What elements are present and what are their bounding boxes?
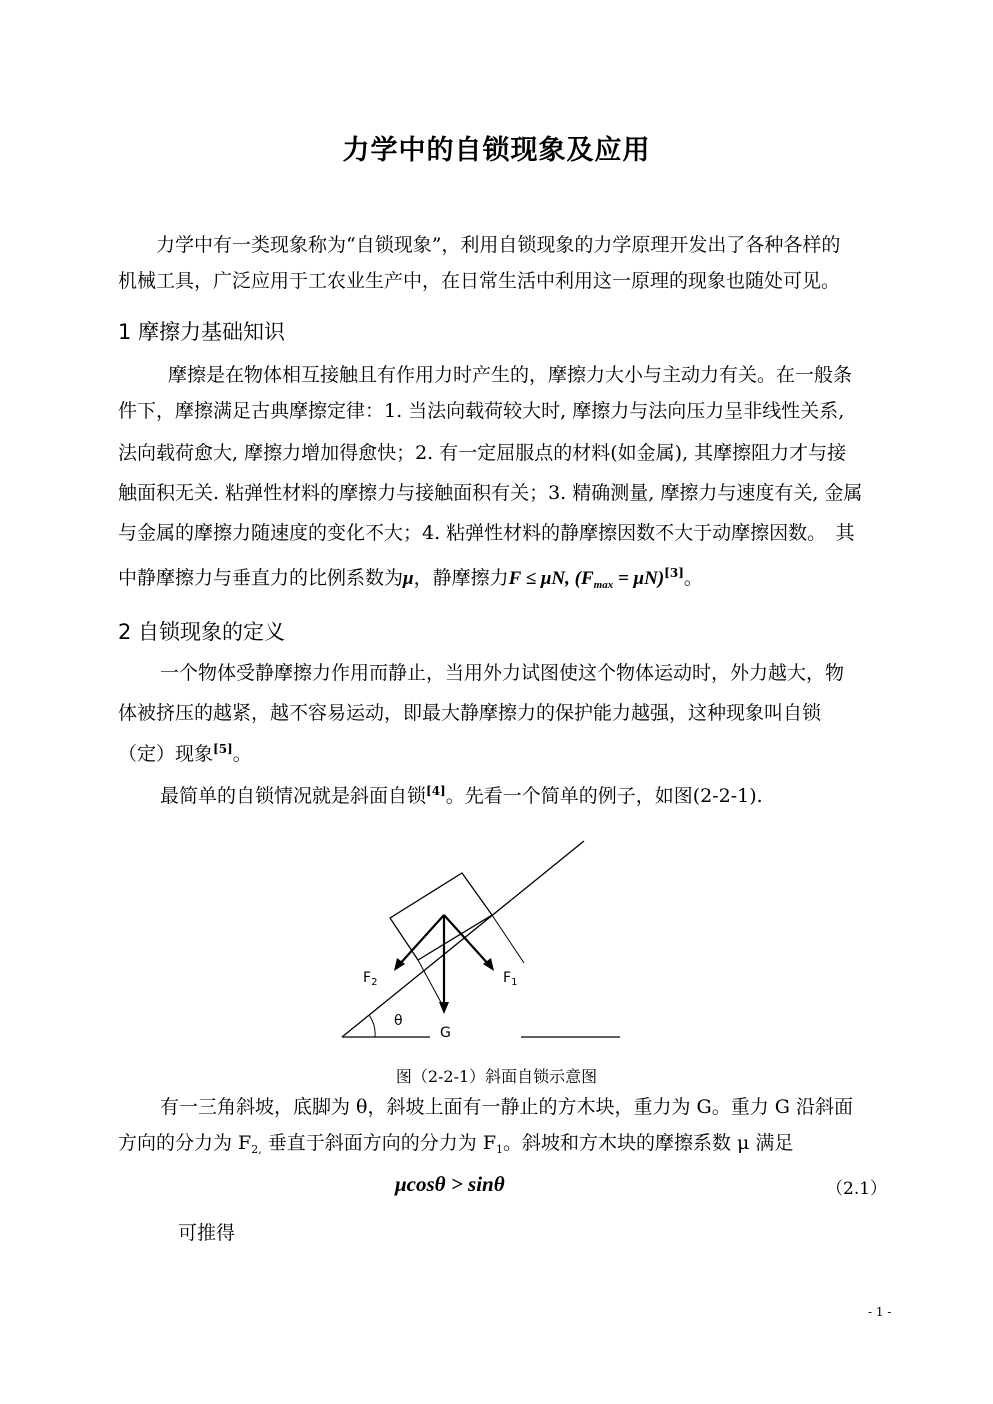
text-end: 。 <box>683 567 703 589</box>
reference-4: [4] <box>426 784 446 798</box>
page-number: - 1 - <box>868 1305 892 1319</box>
incline-line <box>342 841 584 1037</box>
intro-line-2: 机械工具，广泛应用于工农业生产中，在日常生活中利用这一原理的现象也随处可见。 <box>118 270 841 292</box>
text-end: 。 <box>232 743 252 765</box>
text-a: 方向的分力为 F <box>118 1132 252 1154</box>
friction-formula: F ≤ μN, (F <box>508 568 594 589</box>
text-main: （定）现象 <box>118 743 214 765</box>
gravity-arrowhead <box>439 1002 449 1014</box>
section-1-line-3: 法向载荷愈大, 摩擦力增加得愈快；2. 有一定屈服点的材料(如金属), 其摩擦阻力才与接 <box>118 442 847 464</box>
text-prefix: 中静摩擦力与垂直力的比例系数为 <box>118 567 404 589</box>
text-end: 。先看一个简单的例子，如图(2-2-1). <box>445 785 763 807</box>
para3-line-2 <box>118 1126 888 1167</box>
intro-line-1: 力学中有一类现象称为“自锁现象”，利用自锁现象的力学原理开发出了各种各样的 <box>156 234 841 256</box>
formula-subscript: max <box>593 579 614 591</box>
block-projection-right <box>492 915 524 963</box>
text-main: 最简单的自锁情况就是斜面自锁 <box>160 785 427 807</box>
text-c: 。斜坡和方木块的摩擦系数 μ 满足 <box>503 1132 794 1154</box>
section-2-heading: 2 自锁现象的定义 <box>118 620 286 644</box>
section-1-line-1: 摩擦是在物体相互接触且有作用力时产生的，摩擦力大小与主动力有关。在一般条 <box>168 364 853 386</box>
figure-caption: 图（2-2-1）斜面自锁示意图 <box>395 1067 598 1086</box>
equation-2-1: μcosθ > sinθ <box>395 1172 505 1196</box>
section-1-heading: 1 摩擦力基础知识 <box>118 320 286 344</box>
section-2-line-2: 体被挤压的越紧，越不容易运动，即最大静摩擦力的保护能力越强，这种现象叫自锁 <box>118 702 822 724</box>
sub-2: 2, <box>251 1143 262 1156</box>
friction-formula-end: = μN) <box>613 568 665 589</box>
angle-arc <box>369 1015 375 1037</box>
block-shape <box>390 873 492 960</box>
page-title: 力学中的自锁现象及应用 <box>342 135 651 166</box>
label-f2: $F_2$ <box>363 970 378 988</box>
section-2-line-1: 一个物体受静摩擦力作用而静止，当用外力试图使这个物体运动时，外力越大，物 <box>160 662 845 684</box>
label-g: G <box>440 1025 451 1041</box>
sub-1: 1 <box>496 1143 503 1156</box>
section-1-line-2: 件下，摩擦满足古典摩擦定律：1. 当法向载荷较大时, 摩擦力与法向压力呈非线性关系, <box>118 400 845 422</box>
text-b: 垂直于斜面方向的分力为 F <box>261 1132 496 1154</box>
block-projection-left <box>418 960 444 1008</box>
text-mid: ，静摩擦力 <box>413 567 509 589</box>
label-theta: θ <box>394 1013 403 1029</box>
label-f1: $F_1$ <box>503 970 518 988</box>
mu-symbol: μ <box>403 568 414 589</box>
reference-5: [5] <box>213 742 233 756</box>
para3-line-1: 有一三角斜坡，底脚为 θ，斜坡上面有一静止的方木块，重力为 G。重力 G 沿斜面 <box>160 1096 853 1118</box>
section-1-line-4: 触面积无关. 粘弹性材料的摩擦力与接触面积有关；3. 精确测量, 摩擦力与速度有关, 金属 <box>118 482 863 504</box>
derive-text: 可推得 <box>178 1222 236 1244</box>
section-1-line-5: 与金属的摩擦力随速度的变化不大；4. 粘弹性材料的静摩擦因数不大于动摩擦因数。 其 <box>118 522 855 544</box>
reference-3: [3] <box>664 566 684 580</box>
equation-number: （2.1） <box>826 1179 888 1199</box>
